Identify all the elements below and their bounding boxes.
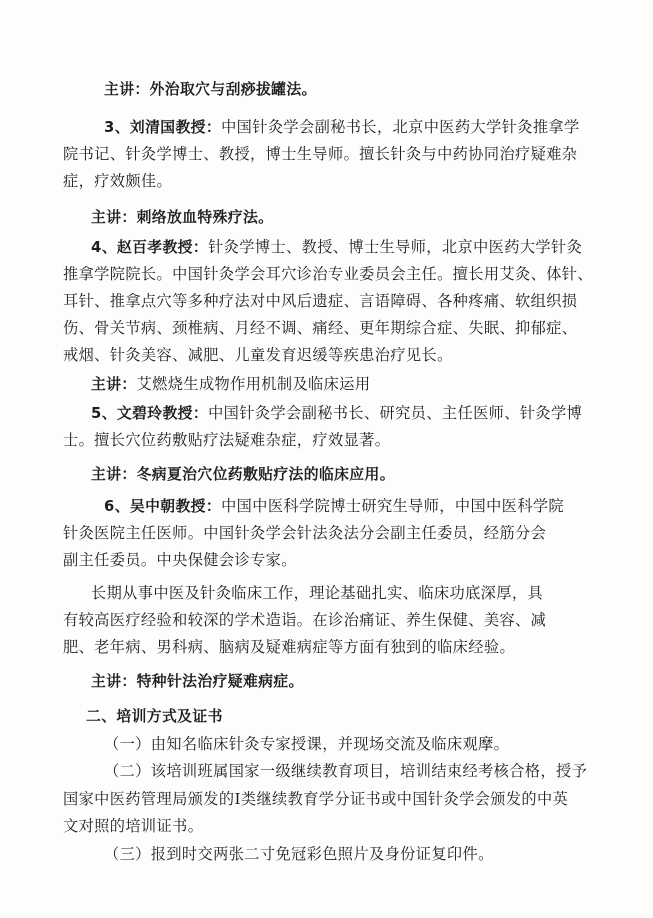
professor-4-line-5: 戒烟、针灸美容、减肥、儿童发育迟缓等疾患治疗见长。 <box>63 346 453 364</box>
professor-6-paragraph-line-2: 有较高医疗经验和较深的学术造诣。在诊治痛证、养生保健、美容、减 <box>63 611 547 629</box>
training-item-3: （三）报到时交两张二寸免冠彩色照片及身份证复印件。 <box>104 845 494 863</box>
professor-5-line-1: 5、文碧玲教授：中国针灸学会副秘书长、研究员、主任医师、针灸学博 <box>91 404 583 422</box>
lecture-topic-3: 主讲：刺络放血特殊疗法。 <box>91 209 274 226</box>
professor-3-line-1: 3、刘清国教授：中国针灸学会副秘书长，北京中医药大学针灸推拿学 <box>104 118 580 136</box>
lecture-topic-5: 主讲：冬病夏治穴位药敷贴疗法的临床应用。 <box>91 466 395 483</box>
professor-6-line-1: 6、吴中朝教授：中国中医科学院博士研究生导师，中国中医科学院 <box>104 497 565 515</box>
professor-4-line-1: 4、赵百孝教授：针灸学博士、教授、博士生导师，北京中医药大学针灸 <box>91 238 583 256</box>
professor-6-line-3: 副主任委员。中央保健会诊专家。 <box>63 551 297 569</box>
professor-4-name: 4、赵百孝教授： <box>91 239 209 256</box>
professor-6-paragraph-line-3: 肥、老年病、男科病、脑病及疑难病症等方面有独到的临床经验。 <box>63 638 516 656</box>
professor-4-line-2: 推拿学院院长。中国针灸学会耳穴诊治专业委员会主任。擅长用艾灸、体针、 <box>63 265 593 283</box>
training-item-1: （一）由知名临床针灸专家授课，并现场交流及临床观摩。 <box>104 735 510 753</box>
professor-6-paragraph-line-1: 长期从事中医及针灸临床工作，理论基础扎实、临床功底深厚，具 <box>91 584 544 602</box>
lecture-topic-1: 主讲：外治取穴与刮痧拔罐法。 <box>104 81 317 98</box>
professor-5-name: 5、文碧玲教授： <box>91 405 209 422</box>
professor-4-line-4: 伤、骨关节病、颈椎病、月经不调、痛经、更年期综合症、失眠、抑郁症、 <box>63 319 578 337</box>
training-item-2-line-3: 文对照的培训证书。 <box>63 817 204 835</box>
professor-3-line-3: 症，疗效颇佳。 <box>63 172 173 190</box>
professor-6-line-2: 针灸医院主任医师。中国针灸学会针法灸法分会副主任委员，经筋分会 <box>63 524 547 542</box>
professor-4-line-3: 耳针、推拿点穴等多种疗法对中风后遗症、言语障碍、各种疼痛、软组织损 <box>63 292 578 310</box>
training-item-2-line-2: 国家中医药管理局颁发的I类继续教育学分证书或中国针灸学会颁发的中英 <box>63 790 569 808</box>
professor-6-name: 6、吴中朝教授： <box>104 498 222 515</box>
professor-5-line-2: 士。擅长穴位药敷贴疗法疑难杂症，疗效显著。 <box>63 431 391 449</box>
lecture-topic-4: 主讲：艾燃烧生成物作用机制及临床运用 <box>91 375 371 393</box>
professor-3-line-2: 院书记、针灸学博士、教授，博士生导师。擅长针灸与中药协同治疗疑难杂 <box>63 145 578 163</box>
section-heading-training: 二、培训方式及证书 <box>86 708 223 725</box>
professor-3-name: 3、刘清国教授： <box>104 119 222 136</box>
training-item-2-line-1: （二）该培训班属国家一级继续教育项目，培训结束经考核合格，授予 <box>104 762 588 780</box>
lecture-topic-6: 主讲：特种针法治疗疑难病症。 <box>91 673 304 690</box>
